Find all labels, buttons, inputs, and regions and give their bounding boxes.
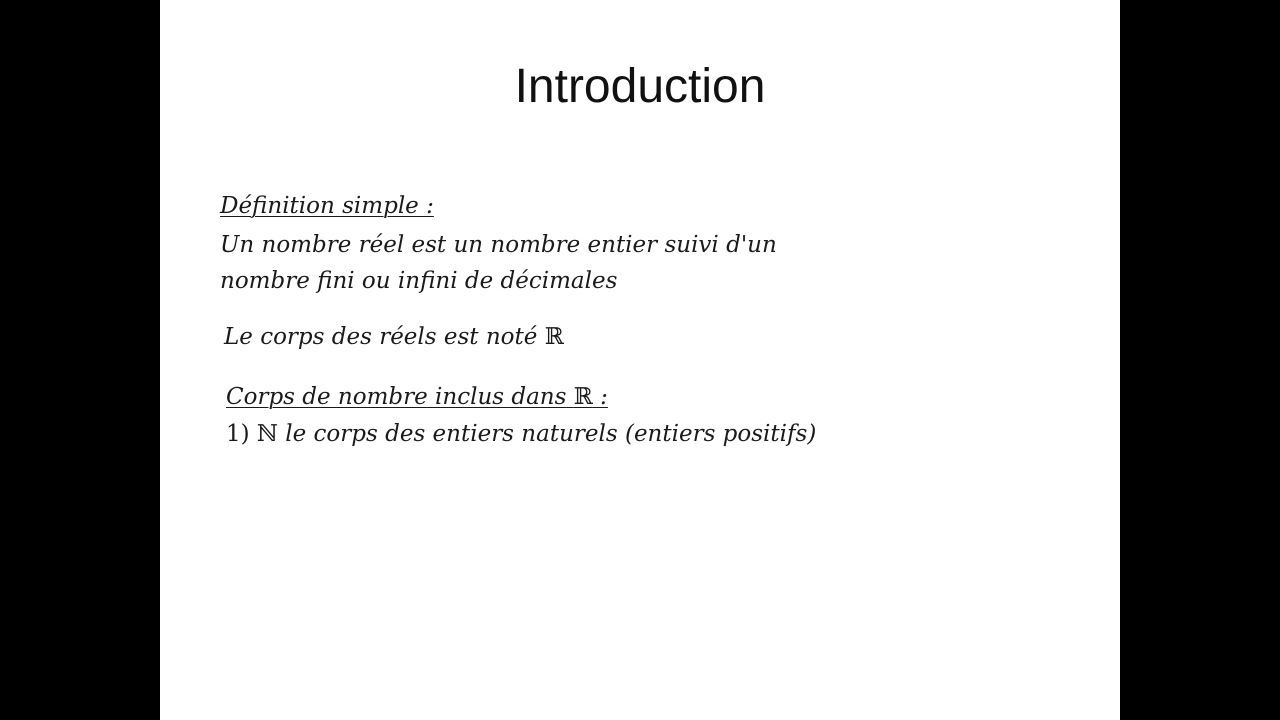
slide (160, 0, 1120, 720)
reals-notation (224, 324, 564, 352)
list-item-naturals (226, 421, 816, 449)
item-paren-text: (entiers positifs) (624, 421, 817, 447)
definition-heading: Définition simple : (220, 193, 434, 219)
definition-line-1: Un nombre réel est un nombre entier suivi d'un (220, 232, 777, 258)
item-text: le corps des entiers naturels (285, 421, 618, 447)
reals-symbol: ℝ (544, 324, 564, 350)
subsets-heading-colon: : (592, 384, 608, 410)
subsets-heading (226, 384, 608, 412)
slide-title: Introduction (514, 60, 766, 113)
item-number: 1) (226, 421, 250, 447)
naturals-symbol: ℕ (256, 421, 278, 447)
reals-notation-text: Le corps des réels est noté (224, 324, 538, 350)
definition-line-2: nombre fini ou infini de décimales (220, 268, 618, 294)
subsets-heading-text: Corps de nombre inclus dans (226, 384, 567, 410)
subsets-heading-symbol: ℝ (573, 384, 593, 410)
